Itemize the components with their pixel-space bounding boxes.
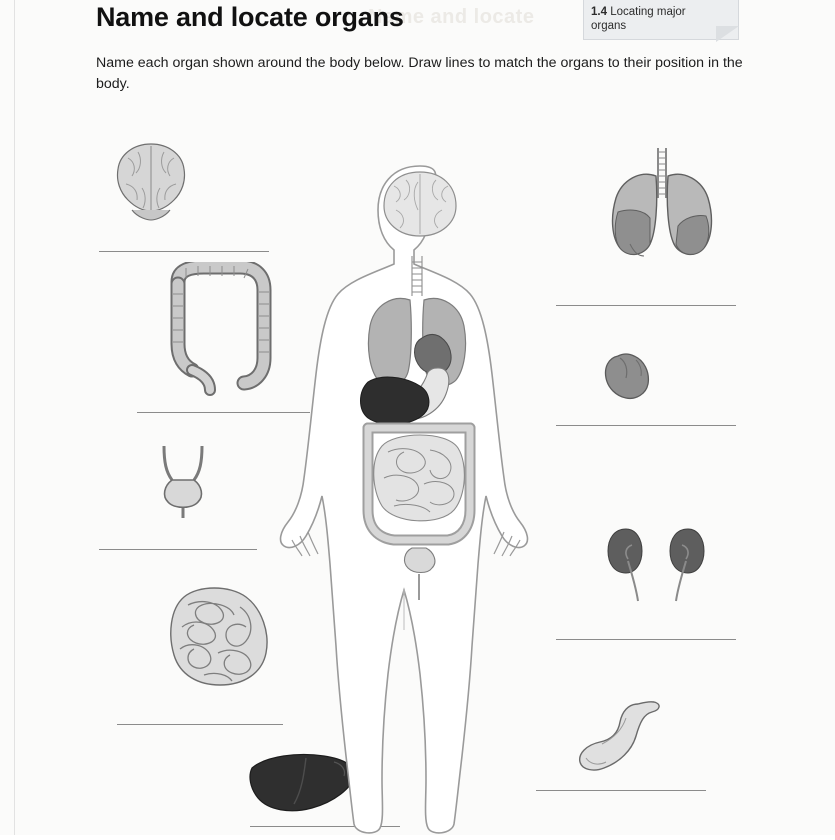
organ-bladder xyxy=(152,440,214,518)
answer-line-kidneys[interactable] xyxy=(556,639,736,640)
answer-line-heart[interactable] xyxy=(556,425,736,426)
human-body-diagram xyxy=(272,160,568,840)
answer-line-brain[interactable] xyxy=(99,251,269,252)
organ-large-intestine xyxy=(160,262,280,402)
organ-small-intestine xyxy=(164,583,274,693)
organ-kidneys xyxy=(602,525,712,605)
page-title: Name and locate organs xyxy=(96,2,404,32)
organ-stomach xyxy=(566,700,670,774)
answer-line-small-intestine[interactable] xyxy=(117,724,283,725)
section-tab-label: Locating major organs xyxy=(591,6,686,32)
instructions-text: Name each organ shown around the body below. Draw lines to match the organs to their position in the body. xyxy=(96,55,743,92)
answer-line-lungs[interactable] xyxy=(556,305,736,306)
answer-line-bladder[interactable] xyxy=(99,549,257,550)
section-tab-text xyxy=(591,5,721,33)
title-watermark: Name and locate xyxy=(368,6,535,28)
section-tab-number: 1.4 xyxy=(591,6,607,18)
organ-brain xyxy=(108,140,194,224)
organ-heart xyxy=(602,350,654,402)
page-edge-line xyxy=(14,0,15,835)
organ-lungs xyxy=(600,140,724,264)
